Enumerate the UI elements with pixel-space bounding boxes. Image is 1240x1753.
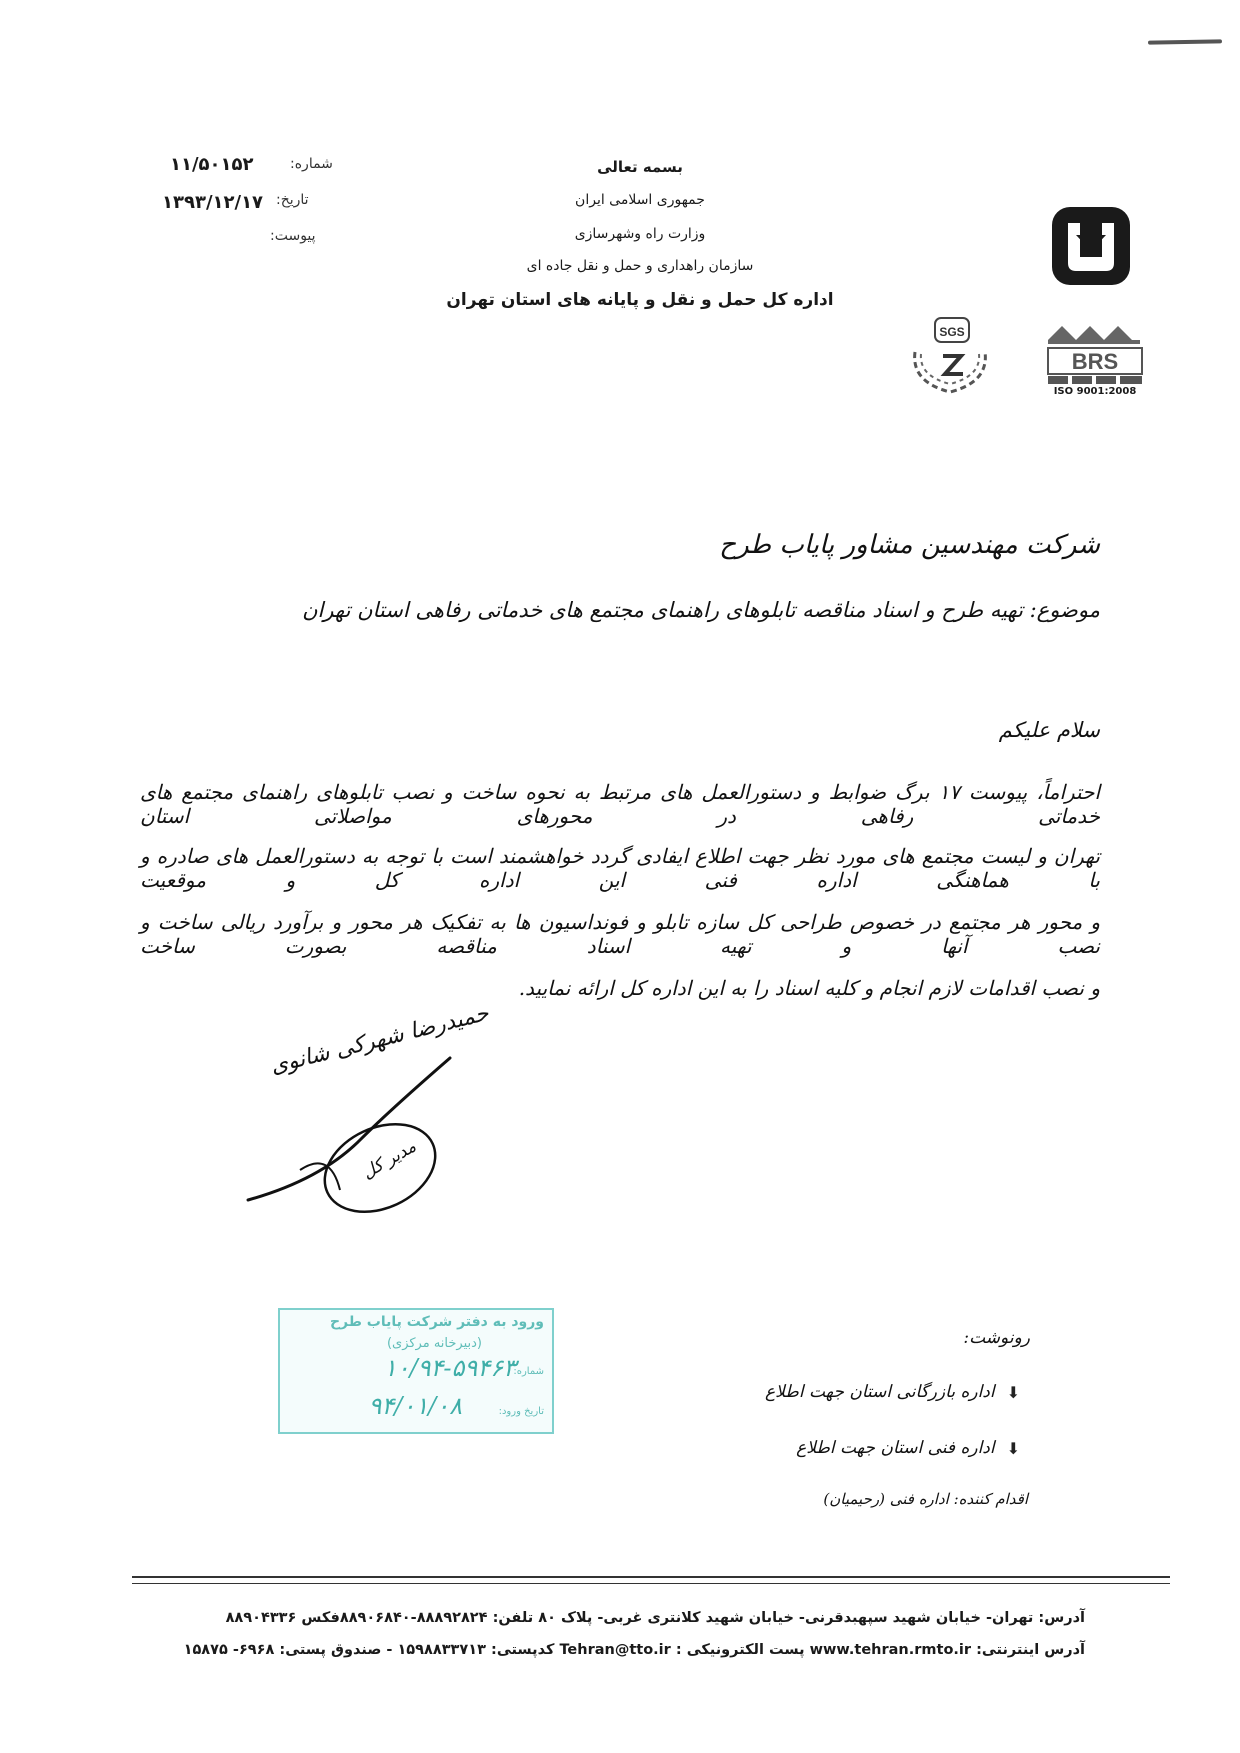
footer-divider bbox=[132, 1576, 1170, 1578]
stamp-number-label: شماره: bbox=[513, 1366, 544, 1377]
signatory-name: حمیدرضا شهرکی شانوی bbox=[268, 1000, 492, 1080]
letter-date-label: تاریخ: bbox=[276, 192, 309, 208]
letter-number-value: ۱۱/۵۰۱۵۲ bbox=[170, 154, 254, 175]
organization-logo bbox=[1050, 205, 1132, 287]
letter-subject: موضوع: تهیه طرح و اسناد مناقصه تابلوهای راهنمای مجتمع های خدماتی رفاهی استان تهران bbox=[302, 598, 1100, 622]
stamp-date-value: ۹۴/۰۱/۰۸ bbox=[368, 1392, 462, 1420]
stamp-subtitle: (دبیرخانه مرکزی) bbox=[386, 1336, 482, 1351]
cc-item-label: اداره بازرگانی استان جهت اطلاع bbox=[765, 1382, 995, 1402]
stamp-number-value: ۱۰/۹۴-۵۹۴۶۳ bbox=[383, 1354, 516, 1382]
letter-number-label: شماره: bbox=[290, 156, 333, 172]
footer-divider-thin bbox=[132, 1583, 1170, 1584]
cc-item bbox=[765, 1382, 1020, 1402]
letter-greeting: سلام علیکم bbox=[998, 718, 1100, 742]
scan-edge-mark bbox=[1148, 39, 1222, 44]
department-name: اداره کل حمل و نقل و پایانه های استان تهران bbox=[446, 290, 834, 310]
attachment-label: پیوست: bbox=[270, 228, 316, 244]
cc-title: رونوشت: bbox=[963, 1328, 1030, 1348]
republic-name: جمهوری اسلامی ایران bbox=[575, 192, 705, 208]
stamp-date-label: تاریخ ورود: bbox=[498, 1406, 544, 1417]
stamp-title: ورود به دفتر شرکت پایاب طرح bbox=[329, 1314, 544, 1330]
sgs-certification-logo bbox=[905, 312, 995, 396]
body-line-1: احتراماً، پیوست ۱۷ برگ ضوابط و دستورالعمل های مرتبط به نحوه ساخت و نصب تابلوهای راهنمای مجتمع های خدماتی رفاهی در محورهای مواصلاتی استان bbox=[140, 780, 1100, 828]
letter-recipient: شرکت مهندسین مشاور پایاب طرح bbox=[719, 530, 1100, 560]
basmala-heading: بسمه تعالی bbox=[597, 158, 683, 176]
body-line-3: و محور هر مجتمع در خصوص طراحی کل سازه تابلو و فونداسیون ها به تفکیک هر محور و برآورد ریالی ساخت و نصب آنها و تهیه اسناد مناقصه بصورت ساخت bbox=[140, 910, 1100, 958]
footer-address: آدرس: تهران- خیابان شهید سپهبدقرنی- خیابان شهید کلانتری غربی- پلاک ۸۰ تلفن: ۸۸۸۹۲۸۲۴-۸۸۹۰۶۸۴۰فکس ۸۸۹۰۴۳۳۶ bbox=[225, 1610, 1085, 1626]
sgs-text: SGS bbox=[939, 325, 965, 339]
signatory-title: مدیر کل bbox=[358, 1136, 420, 1184]
body-line-4: و نصب اقدامات لازم انجام و کلیه اسناد را به این اداره کل ارائه نمایید. bbox=[518, 976, 1100, 1000]
body-line-2: تهران و لیست مجتمع های مورد نظر جهت اطلاع ایفادی گردد خواهشمند است با توجه به دستورالعمل های صادره و با هماهنگی اداره فنی این اداره کل و موقعیت bbox=[140, 844, 1100, 892]
organization-name: سازمان راهداری و حمل و نقل جاده ای bbox=[526, 258, 754, 274]
brs-text: BRS bbox=[1071, 349, 1119, 374]
arrow-down-icon: ⬇ bbox=[1006, 1382, 1020, 1402]
ministry-name: وزارت راه وشهرسازی bbox=[574, 226, 706, 242]
iso-caption: ISO 9001:2008 bbox=[1053, 386, 1137, 397]
letter-date-value: ۱۳۹۳/۱۲/۱۷ bbox=[162, 192, 264, 213]
cc-item-label: اداره فنی استان جهت اطلاع bbox=[796, 1438, 995, 1458]
arrow-down-icon: ⬇ bbox=[1006, 1438, 1020, 1458]
action-by-note: اقدام کننده: اداره فنی (رحیمیان) bbox=[823, 1490, 1028, 1508]
cc-item bbox=[796, 1438, 1020, 1458]
footer-contact: آدرس اینترنتی: www.tehran.rmto.ir پست الکترونیکی : Tehran@tto.ir کدپستی: ۱۵۹۸۸۳۳۷۱۳ - صندوق پستی: ۶۹۶۸- ۱۵۸۷۵ bbox=[183, 1642, 1085, 1658]
receipt-stamp bbox=[278, 1308, 554, 1434]
